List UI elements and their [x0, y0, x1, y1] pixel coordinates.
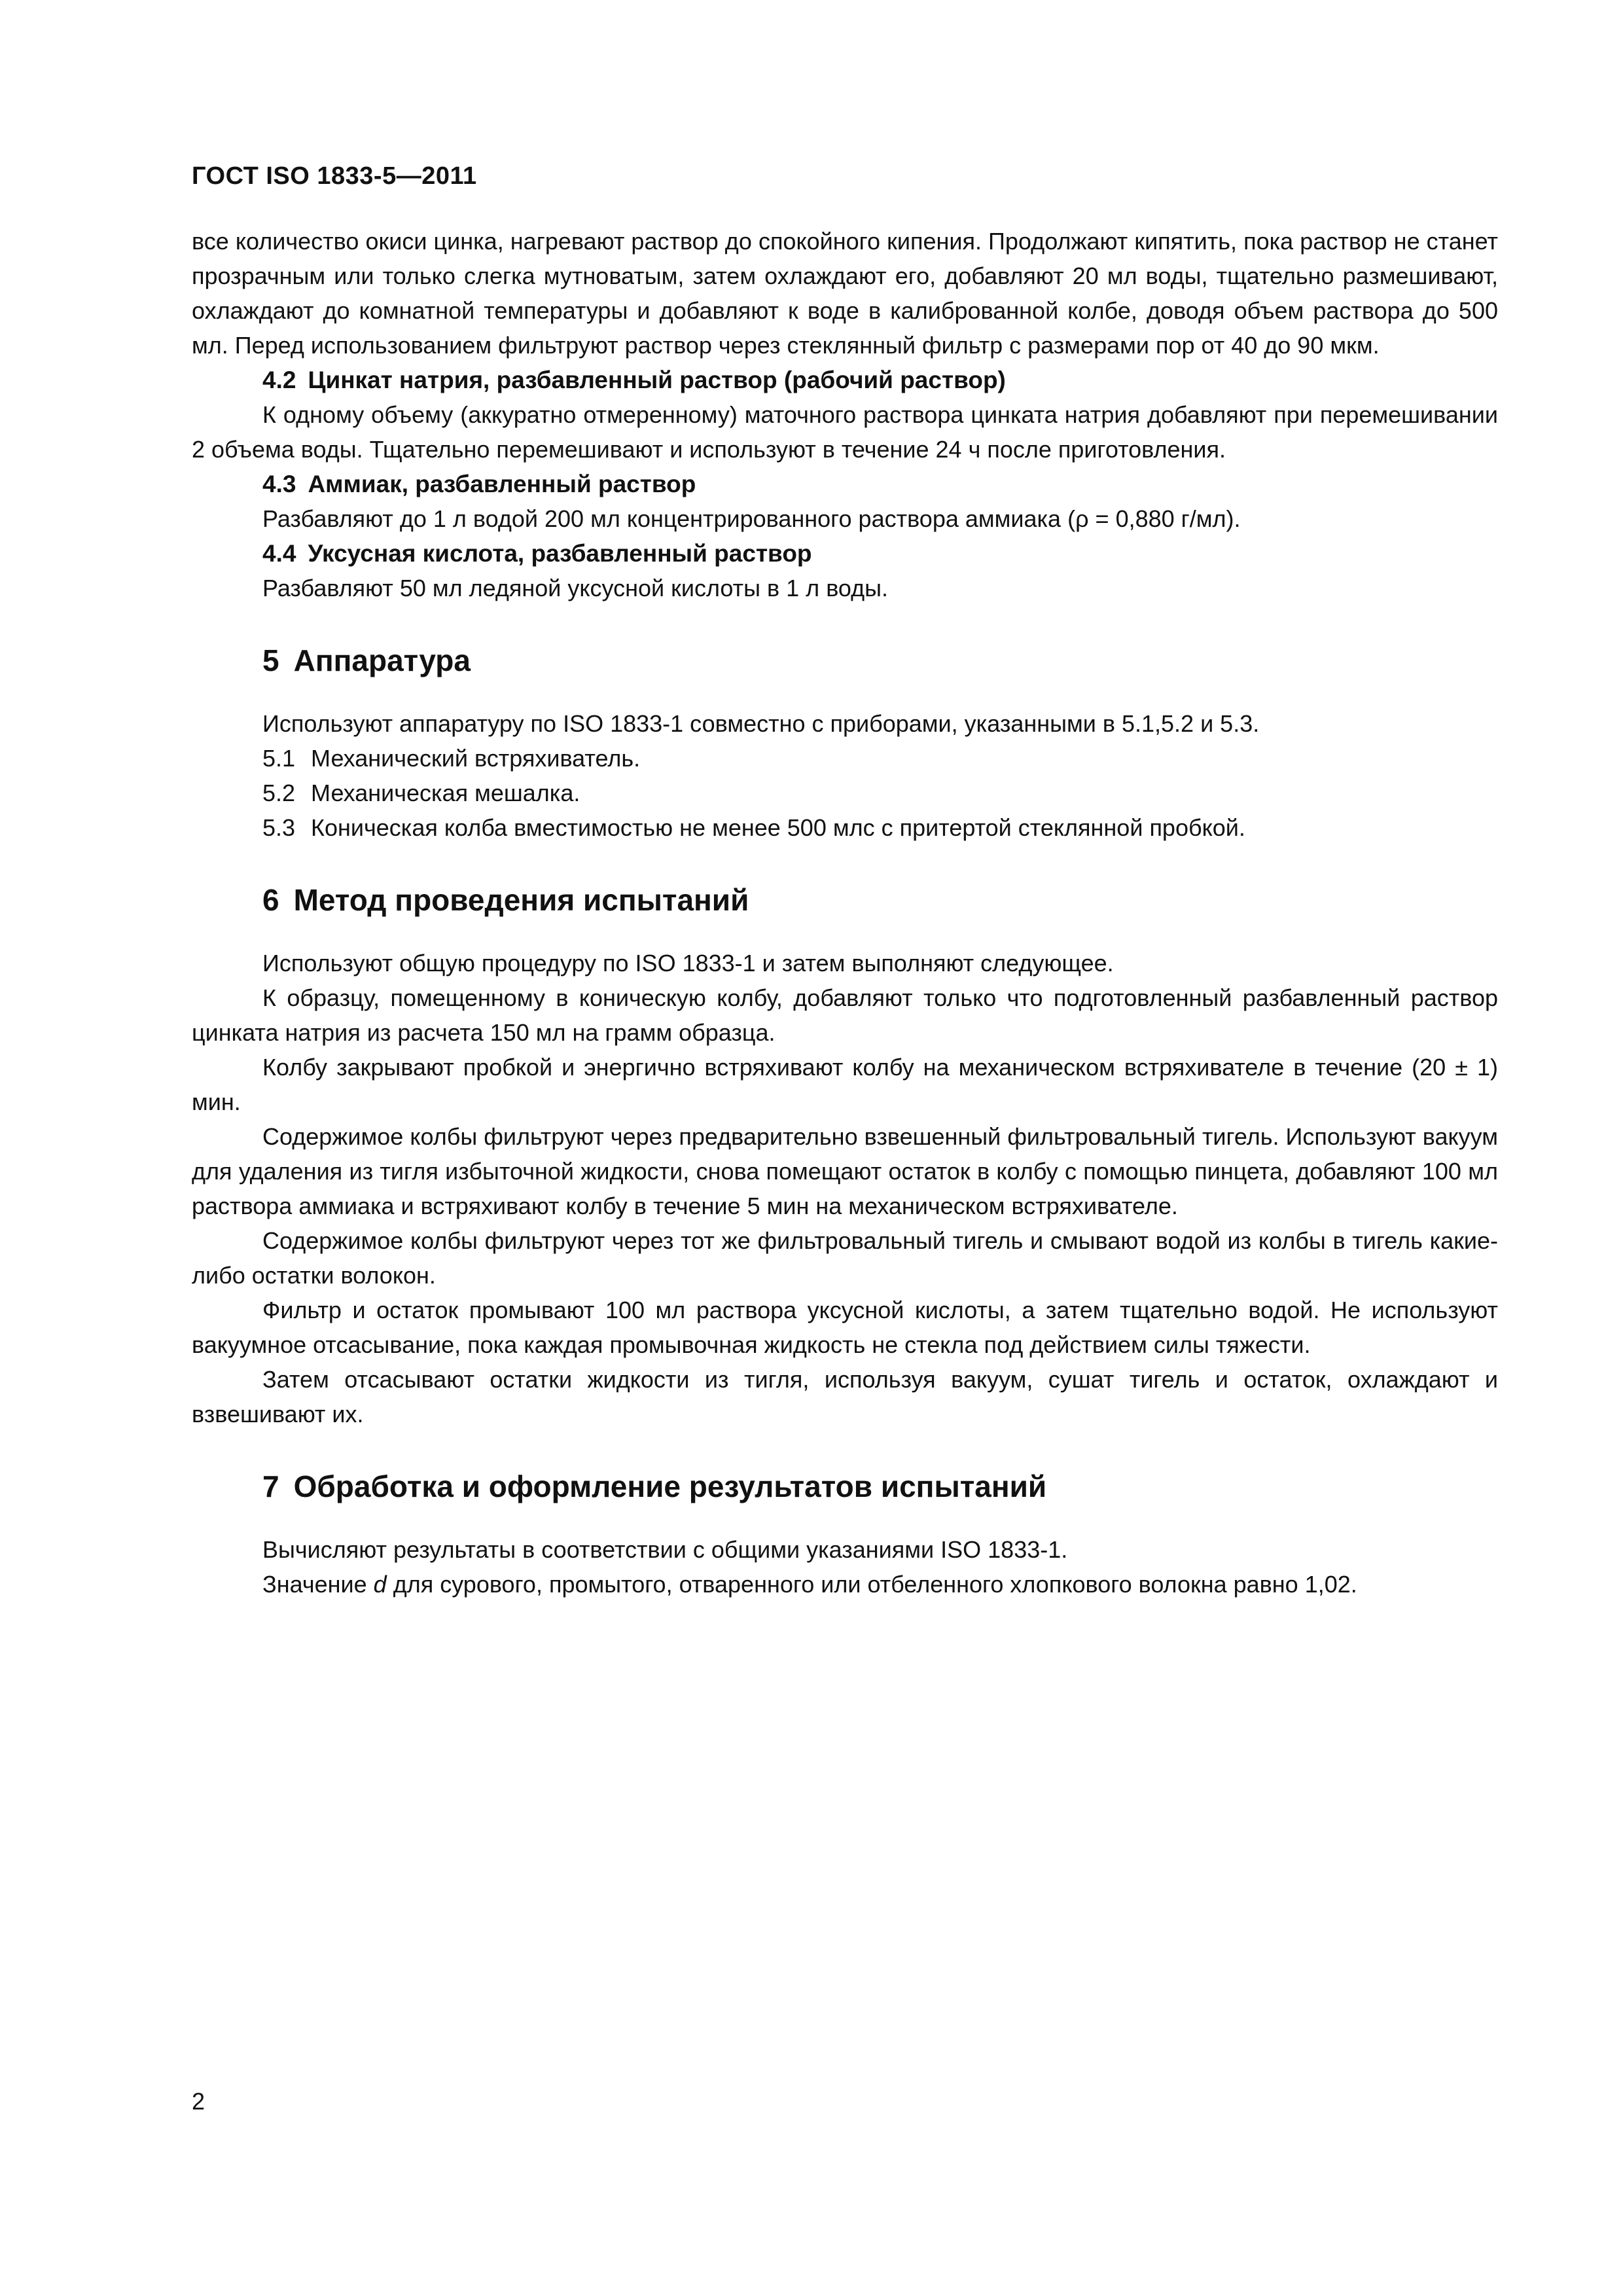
- section-heading-5: [192, 641, 1498, 680]
- section-number: 6: [262, 883, 279, 917]
- spacer: [192, 845, 1498, 880]
- page-number: 2: [192, 2088, 205, 2115]
- intro-paragraph: все количество окиси цинка, нагревают раствор до спокойного кипения. Продолжают кипятить, пока раствор не станет прозрачным или только слегка мутноватым, затем охлаждают его, добавляют 20 мл воды, тщательно размешивают, охлаждают до комнатной температуры и добавляют к воде в калиброванной колбе, доводя объем раствора до 500 мл. Перед использованием фильтруют раствор через стеклянный фильтр с размерами пор от 40 до 90 мкм.: [192, 228, 1498, 359]
- subsection-heading-4-3: [192, 467, 1498, 501]
- section-7-paragraph-d-value: [192, 1567, 1498, 1602]
- list-item-text: Коническая колба вместимостью не менее 500 млс с притертой стеклянной пробкой.: [311, 814, 1245, 841]
- section-number: 5: [262, 643, 279, 677]
- subsection-title: Аммиак, разбавленный раствор: [308, 471, 696, 497]
- section-5-text: Используют аппаратуру по ISO 1833-1 совместно с приборами, указанными в 5.1,5.2 и 5.3.: [262, 710, 1260, 737]
- section-7-paragraph: Вычисляют результаты в соответствии с общими указаниями ISO 1833-1.: [262, 1536, 1068, 1563]
- variable-d: d: [373, 1571, 387, 1598]
- list-item-number: 5.1: [262, 745, 296, 772]
- section-6-paragraph: Затем отсасывают остатки жидкости из тигля, используя вакуум, сушат тигель и остаток, охлаждают и взвешивают их.: [192, 1366, 1498, 1427]
- section-6-paragraph: Используют общую процедуру по ISO 1833-1 и затем выполняют следующее.: [262, 950, 1114, 977]
- list-item-number: 5.2: [262, 780, 296, 806]
- document-body: [192, 224, 1498, 1602]
- section-6-paragraph: К образцу, помещенному в коническую колбу, добавляют только что подготовленный разбавленный раствор цинката натрия из расчета 150 мл на грамм образца.: [192, 984, 1498, 1046]
- section-title: Метод проведения испытаний: [293, 883, 749, 917]
- subsection-text-4-3: Разбавляют до 1 л водой 200 мл концентрированного раствора аммиака (ρ = 0,880 г/мл).: [262, 505, 1241, 532]
- section-number: 7: [262, 1469, 279, 1503]
- subsection-number: 4.4: [262, 540, 296, 567]
- list-item-text: Механический встряхиватель.: [311, 745, 641, 772]
- spacer: [192, 605, 1498, 641]
- subsection-title: Уксусная кислота, разбавленный раствор: [308, 540, 812, 567]
- spacer: [192, 1506, 1498, 1532]
- section-6-paragraph: Содержимое колбы фильтруют через предварительно взвешенный фильтровальный тигель. Используют вакуум для удаления из тигля избыточной жидкости, снова помещают остаток в колбу с помощью пинцета, добавляют 100 мл раствора аммиака и встряхивают колбу в течение 5 мин на механическом встряхивателе.: [192, 1123, 1498, 1219]
- subsection-number: 4.2: [262, 367, 296, 393]
- section-heading-7: [192, 1467, 1498, 1506]
- section-title: Аппаратура: [293, 643, 471, 677]
- text-span: Значение: [262, 1571, 374, 1598]
- subsection-heading-4-2: [192, 363, 1498, 397]
- section-heading-6: [192, 880, 1498, 920]
- spacer: [192, 920, 1498, 946]
- section-6-paragraph: Фильтр и остаток промывают 100 мл раствора уксусной кислоты, а затем тщательно водой. Не используют вакуумное отсасывание, пока каждая промывочная жидкость не стекла под действием силы тяжести.: [192, 1297, 1498, 1358]
- section-6-paragraph: Колбу закрывают пробкой и энергично встряхивают колбу на механическом встряхивателе в течение (20 ± 1) мин.: [192, 1054, 1498, 1115]
- text-span: для сурового, промытого, отваренного или отбеленного хлопкового волокна равно 1,02.: [386, 1571, 1357, 1598]
- list-item-5-1: [192, 741, 1498, 776]
- list-item-text: Механическая мешалка.: [311, 780, 580, 806]
- list-item-5-2: [192, 776, 1498, 810]
- subsection-number: 4.3: [262, 471, 296, 497]
- subsection-text-4-2: К одному объему (аккуратно отмеренному) маточного раствора цинката натрия добавляют при перемешивании 2 объема воды. Тщательно перемешивают и используют в течение 24 ч после приготовления.: [192, 401, 1498, 463]
- document-code: ГОСТ ISO 1833-5—2011: [192, 162, 477, 190]
- section-title: Обработка и оформление результатов испытаний: [293, 1469, 1047, 1503]
- spacer: [192, 680, 1498, 706]
- subsection-heading-4-4: [192, 536, 1498, 571]
- section-6-paragraph: Содержимое колбы фильтруют через тот же фильтровальный тигель и смывают водой из колбы в тигель какие-либо остатки волокон.: [192, 1227, 1498, 1289]
- list-item-5-3: [192, 810, 1498, 845]
- subsection-text-4-4: Разбавляют 50 мл ледяной уксусной кислоты в 1 л воды.: [262, 575, 889, 601]
- spacer: [192, 1431, 1498, 1467]
- list-item-number: 5.3: [262, 814, 296, 841]
- subsection-title: Цинкат натрия, разбавленный раствор (рабочий раствор): [308, 367, 1006, 393]
